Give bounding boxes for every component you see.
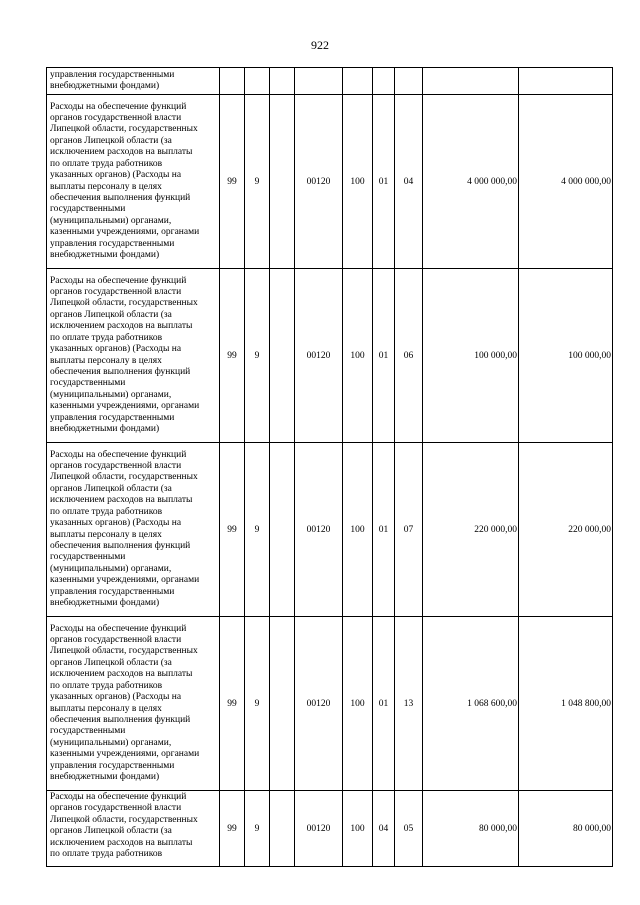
row-description: Расходы на обеспечение функций органов государственной власти Липецкой области, государственных органов Липецкой области (за исключением расходов на выплаты по оплате труда работников указанных органов) (Расходы на выплаты персоналу в целях обеспечения выполнения функций государственными (муниципальными) органами, казенными учреждениями, органами управления государственными внебюджетными фондами) xyxy=(47,269,220,443)
cell-program: 99 xyxy=(220,791,245,867)
cell-subsection: 13 xyxy=(395,617,423,791)
cell-section xyxy=(373,68,395,95)
row-description: управления государственными внебюджетными фондами) xyxy=(47,68,220,95)
page-number: 922 xyxy=(311,38,329,52)
cell-subsection: 06 xyxy=(395,269,423,443)
cell-section: 01 xyxy=(373,443,395,617)
table-row xyxy=(47,68,613,95)
cell-amount-2: 80 000,00 xyxy=(519,791,613,867)
row-description: Расходы на обеспечение функций органов государственной власти Липецкой области, государственных органов Липецкой области (за исключением расходов на выплаты по оплате труда работников указанных органов) (Расходы на выплаты персоналу в целях обеспечения выполнения функций государственными (муниципальными) органами, казенными учреждениями, органами управления государственными внебюджетными фондами) xyxy=(47,617,220,791)
cell-blank xyxy=(270,269,295,443)
cell-expense-type: 100 xyxy=(343,269,373,443)
cell-amount-1: 4 000 000,00 xyxy=(423,95,519,269)
budget-table xyxy=(46,67,613,867)
cell-amount-2: 1 048 800,00 xyxy=(519,617,613,791)
cell-amount-1: 80 000,00 xyxy=(423,791,519,867)
cell-subprogram: 9 xyxy=(245,617,270,791)
cell-section: 04 xyxy=(373,791,395,867)
cell-target-code: 00120 xyxy=(295,617,343,791)
cell-program: 99 xyxy=(220,617,245,791)
table-row xyxy=(47,95,613,269)
cell-subsection xyxy=(395,68,423,95)
cell-amount-1 xyxy=(423,68,519,95)
cell-expense-type: 100 xyxy=(343,95,373,269)
cell-blank xyxy=(270,617,295,791)
cell-target-code: 00120 xyxy=(295,791,343,867)
cell-subprogram: 9 xyxy=(245,95,270,269)
cell-subsection: 05 xyxy=(395,791,423,867)
cell-subprogram: 9 xyxy=(245,269,270,443)
row-description: Расходы на обеспечение функций органов государственной власти Липецкой области, государственных органов Липецкой области (за исключением расходов на выплаты по оплате труда работников указанных органов) (Расходы на выплаты персоналу в целях обеспечения выполнения функций государственными (муниципальными) органами, казенными учреждениями, органами управления государственными внебюджетными фондами) xyxy=(47,443,220,617)
cell-section: 01 xyxy=(373,95,395,269)
cell-subprogram: 9 xyxy=(245,443,270,617)
cell-blank xyxy=(270,791,295,867)
cell-subsection: 04 xyxy=(395,95,423,269)
row-description: Расходы на обеспечение функций органов государственной власти Липецкой области, государственных органов Липецкой области (за исключением расходов на выплаты по оплате труда работников xyxy=(47,791,220,867)
table-row xyxy=(47,617,613,791)
cell-expense-type: 100 xyxy=(343,617,373,791)
cell-target-code: 00120 xyxy=(295,95,343,269)
cell-expense-type: 100 xyxy=(343,791,373,867)
cell-amount-2: 4 000 000,00 xyxy=(519,95,613,269)
cell-blank xyxy=(270,95,295,269)
cell-section: 01 xyxy=(373,269,395,443)
cell-amount-1: 100 000,00 xyxy=(423,269,519,443)
cell-subprogram: 9 xyxy=(245,791,270,867)
cell-blank xyxy=(270,68,295,95)
cell-target-code xyxy=(295,68,343,95)
cell-amount-2 xyxy=(519,68,613,95)
cell-amount-2: 100 000,00 xyxy=(519,269,613,443)
table-row xyxy=(47,791,613,867)
cell-expense-type: 100 xyxy=(343,443,373,617)
cell-amount-1: 220 000,00 xyxy=(423,443,519,617)
cell-program: 99 xyxy=(220,95,245,269)
cell-program: 99 xyxy=(220,269,245,443)
cell-subsection: 07 xyxy=(395,443,423,617)
table-row xyxy=(47,269,613,443)
cell-amount-1: 1 068 600,00 xyxy=(423,617,519,791)
row-description: Расходы на обеспечение функций органов государственной власти Липецкой области, государственных органов Липецкой области (за исключением расходов на выплаты по оплате труда работников указанных органов) (Расходы на выплаты персоналу в целях обеспечения выполнения функций государственными (муниципальными) органами, казенными учреждениями, органами управления государственными внебюджетными фондами) xyxy=(47,95,220,269)
cell-target-code: 00120 xyxy=(295,269,343,443)
cell-target-code: 00120 xyxy=(295,443,343,617)
cell-program: 99 xyxy=(220,443,245,617)
cell-section: 01 xyxy=(373,617,395,791)
cell-program xyxy=(220,68,245,95)
cell-amount-2: 220 000,00 xyxy=(519,443,613,617)
cell-subprogram xyxy=(245,68,270,95)
cell-expense-type xyxy=(343,68,373,95)
cell-blank xyxy=(270,443,295,617)
table-row xyxy=(47,443,613,617)
